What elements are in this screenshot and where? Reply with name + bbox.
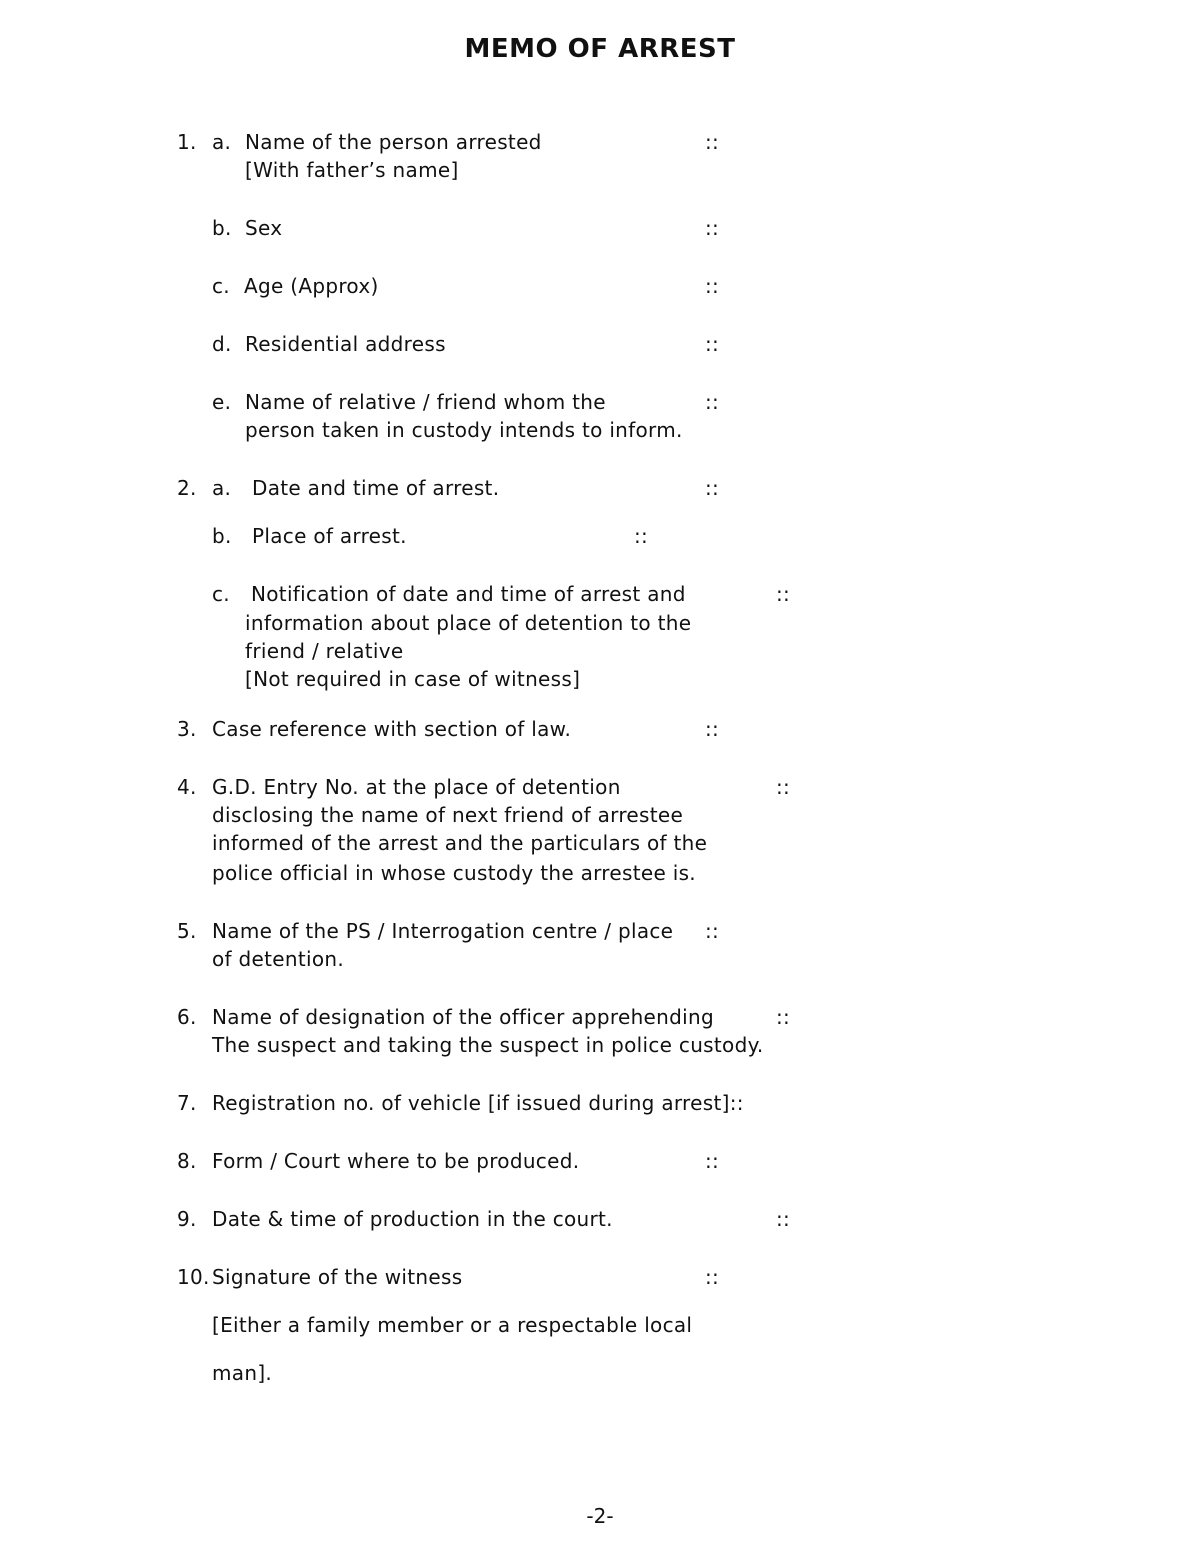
field-separator: :: [776, 775, 791, 799]
field-label: Name of the PS / Interrogation centre / place [212, 919, 674, 943]
field-label: G.D. Entry No. at the place of detention [212, 775, 621, 799]
field-separator: :: [705, 216, 720, 240]
field-separator: :: [776, 1005, 791, 1029]
sub-item-letter: b. [212, 524, 232, 548]
field-separator: :: [705, 1149, 720, 1173]
field-label: Age (Approx) [244, 274, 379, 298]
field-label: information about place of detention to the [245, 611, 692, 635]
sub-item-letter: c. [212, 582, 230, 606]
field-label: Residential address [245, 332, 446, 356]
field-separator: :: [705, 332, 720, 356]
field-separator: :: [705, 919, 720, 943]
page-number: -2- [586, 1504, 614, 1528]
document-title: MEMO OF ARREST [464, 34, 736, 64]
field-label: Sex [245, 216, 283, 240]
field-label: friend / relative [245, 639, 404, 663]
field-label: [With father’s name] [245, 158, 459, 182]
field-separator: :: [705, 130, 720, 154]
field-label: Name of designation of the officer apprehending [212, 1005, 714, 1029]
field-label: Place of arrest. [252, 524, 407, 548]
field-separator: :: [705, 1265, 720, 1289]
sub-item-letter: a. [212, 130, 232, 154]
field-label: Date & time of production in the court. [212, 1207, 613, 1231]
item-number: 1. [177, 130, 197, 154]
field-label: disclosing the name of next friend of arrestee [212, 803, 684, 827]
field-label: Registration no. of vehicle [if issued during arrest]:: [212, 1091, 744, 1115]
field-label: police official in whose custody the arrestee is. [212, 861, 696, 885]
item-number: 9. [177, 1207, 197, 1231]
field-separator: :: [705, 476, 720, 500]
field-note: man]. [212, 1361, 273, 1385]
sub-item-letter: c. [212, 274, 230, 298]
item-number: 10. [177, 1265, 210, 1289]
field-separator: :: [776, 582, 791, 606]
item-number: 2. [177, 476, 197, 500]
field-separator: :: [634, 524, 649, 548]
sub-item-letter: e. [212, 390, 232, 414]
item-number: 7. [177, 1091, 197, 1115]
sub-item-letter: b. [212, 216, 232, 240]
item-number: 8. [177, 1149, 197, 1173]
field-label: Case reference with section of law. [212, 717, 572, 741]
sub-item-letter: a. [212, 476, 232, 500]
field-separator: :: [776, 1207, 791, 1231]
field-note: [Either a family member or a respectable local [212, 1313, 693, 1337]
field-label: informed of the arrest and the particulars of the [212, 831, 708, 855]
field-label: The suspect and taking the suspect in police custody. [212, 1033, 764, 1057]
item-number: 5. [177, 919, 197, 943]
field-label: Name of relative / friend whom the [245, 390, 606, 414]
sub-item-letter: d. [212, 332, 232, 356]
field-label: Name of the person arrested [245, 130, 542, 154]
item-number: 4. [177, 775, 197, 799]
item-number: 6. [177, 1005, 197, 1029]
item-number: 3. [177, 717, 197, 741]
field-separator: :: [705, 390, 720, 414]
field-label: Notification of date and time of arrest and [251, 582, 686, 606]
field-separator: :: [705, 274, 720, 298]
field-label: Signature of the witness [212, 1265, 463, 1289]
field-label: of detention. [212, 947, 345, 971]
field-label: [Not required in case of witness] [245, 667, 581, 691]
field-label: person taken in custody intends to inform. [245, 418, 683, 442]
field-label: Date and time of arrest. [252, 476, 500, 500]
field-separator: :: [705, 717, 720, 741]
field-label: Form / Court where to be produced. [212, 1149, 580, 1173]
